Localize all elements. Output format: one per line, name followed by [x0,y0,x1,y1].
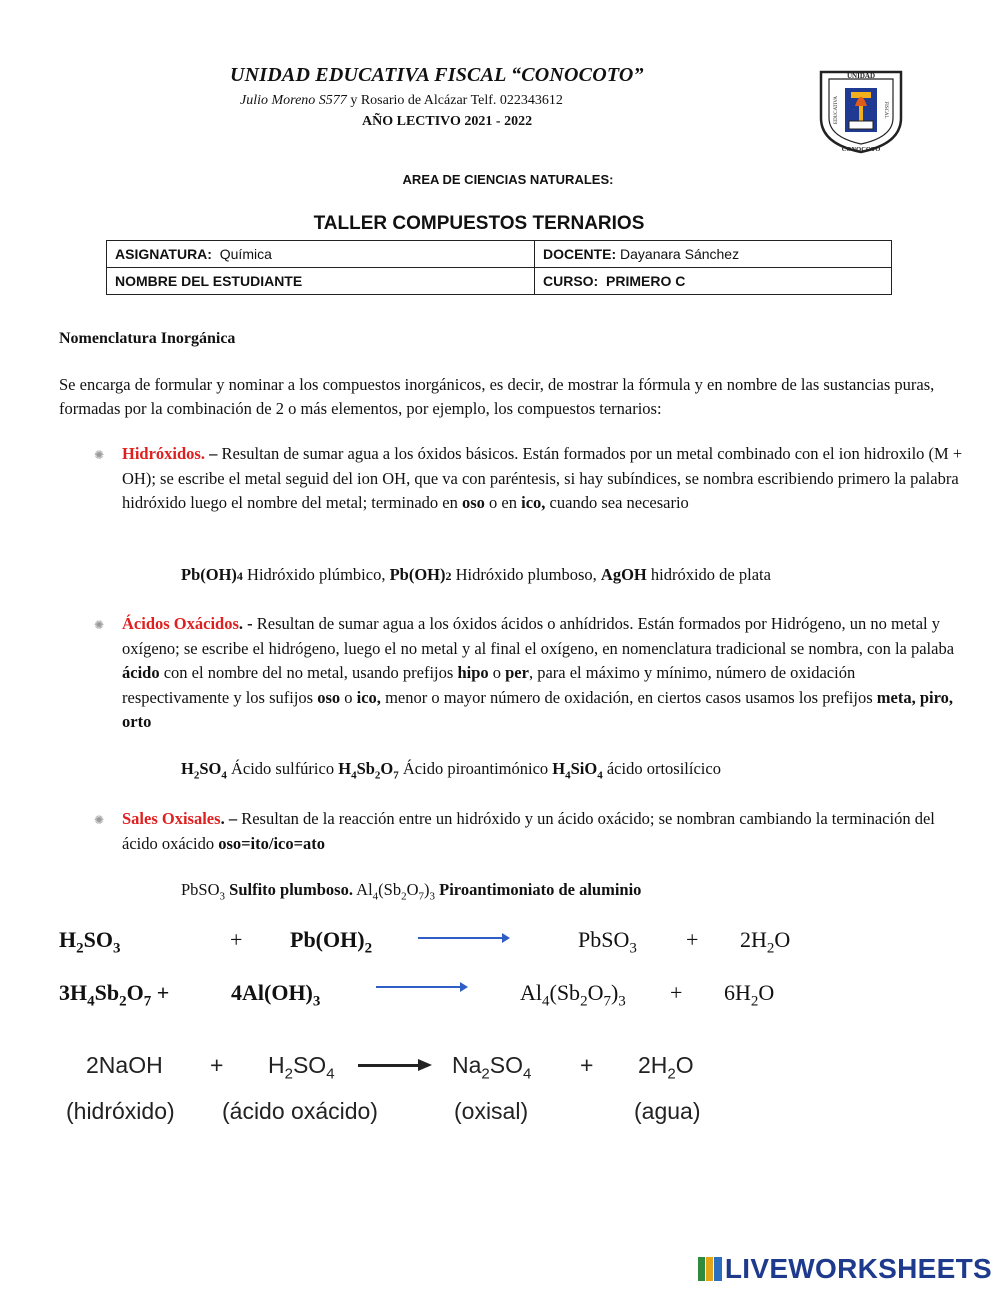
hidroxidos-examples: Pb(OH)4 Hidróxido plúmbico, Pb(OH)2 Hidróxido plumboso, AgOH hidróxido de plata [181,565,771,584]
info-table [106,240,892,295]
school-address [240,93,563,109]
eq2-reactant-2: $4Al(OH)_3$ [231,980,321,1010]
eq3-product-2: $2H_2O$ [638,1052,694,1083]
curso-value: PRIMERO C [606,273,686,289]
sales-examples: PbSO$_3$ Sulfito plumboso. $Al_4(Sb_2O_7)_3$ Piroantimoniato de aluminio [181,880,642,903]
liveworksheets-brand[interactable]: LIVEWORKSHEETS [724,1253,992,1284]
eq1-arrow [418,937,508,939]
docente-cell [535,241,892,268]
bullet-icon: ✺ [93,813,105,827]
acidos-title: Ácidos Oxácidos [122,614,239,633]
asignatura-cell [107,241,535,268]
school-logo [815,66,907,156]
sales-paragraph: Sales Oxisales. – Resultan de la reacción entre un hidróxido y un ácido oxácido; se nombran cambiando la terminación del ácido oxácido oso=ito/ico=ato [122,809,935,853]
eq1-product-2: $2H_2O$ [740,927,791,957]
eq1-plus-2: + [686,927,699,952]
docente-label: DOCENTE: [543,246,617,262]
eq3-label-oxisal: (oxisal) [454,1098,529,1124]
logo-top-text: UNIDAD [847,72,875,80]
eq2-plus: + [670,980,683,1005]
eq1-reactant-2: $Pb(OH)_2$ [290,927,373,957]
asignatura-label: ASIGNATURA: [115,246,212,262]
docente-value: Dayanara Sánchez [620,246,740,262]
intro-paragraph: Se encarga de formular y nominar a los compuestos inorgánicos, es decir, de mostrar la fórmula y en nombre de las sustancias puras, formadas por la combinación de 2 o más elementos, por ejemplo, los compuestos ternarios: [59,375,935,418]
eq3-plus-2: + [580,1052,594,1078]
eq3-label-hidroxido: (hidróxido) [66,1098,175,1124]
eq2-reactant-1: $3H_4Sb_2O_7$ + [59,980,170,1010]
acidos-examples: $H_2SO_4$ Ácido sulfúrico $H_4Sb_2O_7$ Ácido piroantimónico $H_4SiO_4$ ácido ortosilícico [181,759,721,782]
logo-bottom-text: CONOCOTO [841,146,881,153]
logo-right-text: FISCAL [883,101,888,119]
eq3-arrow [358,1064,428,1067]
eq3-reactant-1: 2NaOH [86,1052,163,1078]
worksheet-title: TALLER COMPUESTOS TERNARIOS [313,213,645,234]
acidos-paragraph: Ácidos Oxácidos. - Resultan de sumar agua a los óxidos ácidos o anhídridos. Están formados por Hidrógeno, un no metal y oxígeno; se escribe el hidrógeno, luego el no metal y al final el oxígeno, en nomenclatura tradicional se nombra, con la palaba ácido con el nombre del no metal, usando prefijos hipo o per, para el máximo y mínimo, número de oxidación respectivamente y los sufijos oso o ico, menor o mayor número de oxidación, en ciertos casos usamos los prefijos meta, piro, orto [122,614,955,731]
student-name-label: NOMBRE DEL ESTUDIANTE [115,273,303,289]
table-row [107,268,892,295]
curso-cell [535,268,892,295]
eq2-product-1: $Al_4(Sb_2O_7)_3$ [520,980,626,1010]
eq3-label-acido: (ácido oxácido) [222,1098,378,1124]
address-rest: y Rosario de Alcázar Telf. 022343612 [346,93,563,108]
liveworksheets-logo-icon [698,1257,722,1281]
bullet-icon: ✺ [93,448,105,462]
eq3-plus-1: + [210,1052,224,1078]
logo-left-text: EDUCATIVA [834,96,839,124]
eq3-label-agua: (agua) [634,1098,701,1124]
curso-label: CURSO: [543,273,599,289]
eq1-product-1: PbSO$_3$ [578,927,637,957]
eq2-product-2: $6H_2O$ [724,980,775,1010]
section-title: Nomenclatura Inorgánica [59,330,236,347]
eq2-arrow [376,986,466,988]
table-row [107,241,892,268]
hidroxidos-title: Hidróxidos. [122,444,205,463]
eq1-reactant-1: $H_2SO_3$ [59,927,121,957]
sales-title: Sales Oxisales [122,809,221,828]
area-heading: AREA DE CIENCIAS NATURALES: [402,172,614,187]
address-street: Julio Moreno S577 [240,93,347,108]
eq3-reactant-2: $H_2SO_4$ [268,1052,335,1083]
asignatura-value: Química [219,246,272,262]
eq1-plus-1: + [230,927,243,952]
bullet-icon: ✺ [93,618,105,632]
student-name-cell[interactable] [107,268,535,295]
hidroxidos-paragraph: Hidróxidos. – Resultan de sumar agua a los óxidos básicos. Están formados por un metal combinado con el ion hidroxilo (M + OH); se escribe el metal seguid del ion OH, que va con paréntesis, si hay subíndices, se nombra escribiendo primero la palabra hidróxido luego el nombre del metal; terminado en oso o en ico, cuando sea necesario [122,444,963,512]
eq3-product-1: $Na_2SO_4$ [452,1052,532,1083]
school-year: AÑO LECTIVO 2021 - 2022 [362,114,533,129]
school-name: UNIDAD EDUCATIVA FISCAL “CONOCOTO” [230,64,644,86]
